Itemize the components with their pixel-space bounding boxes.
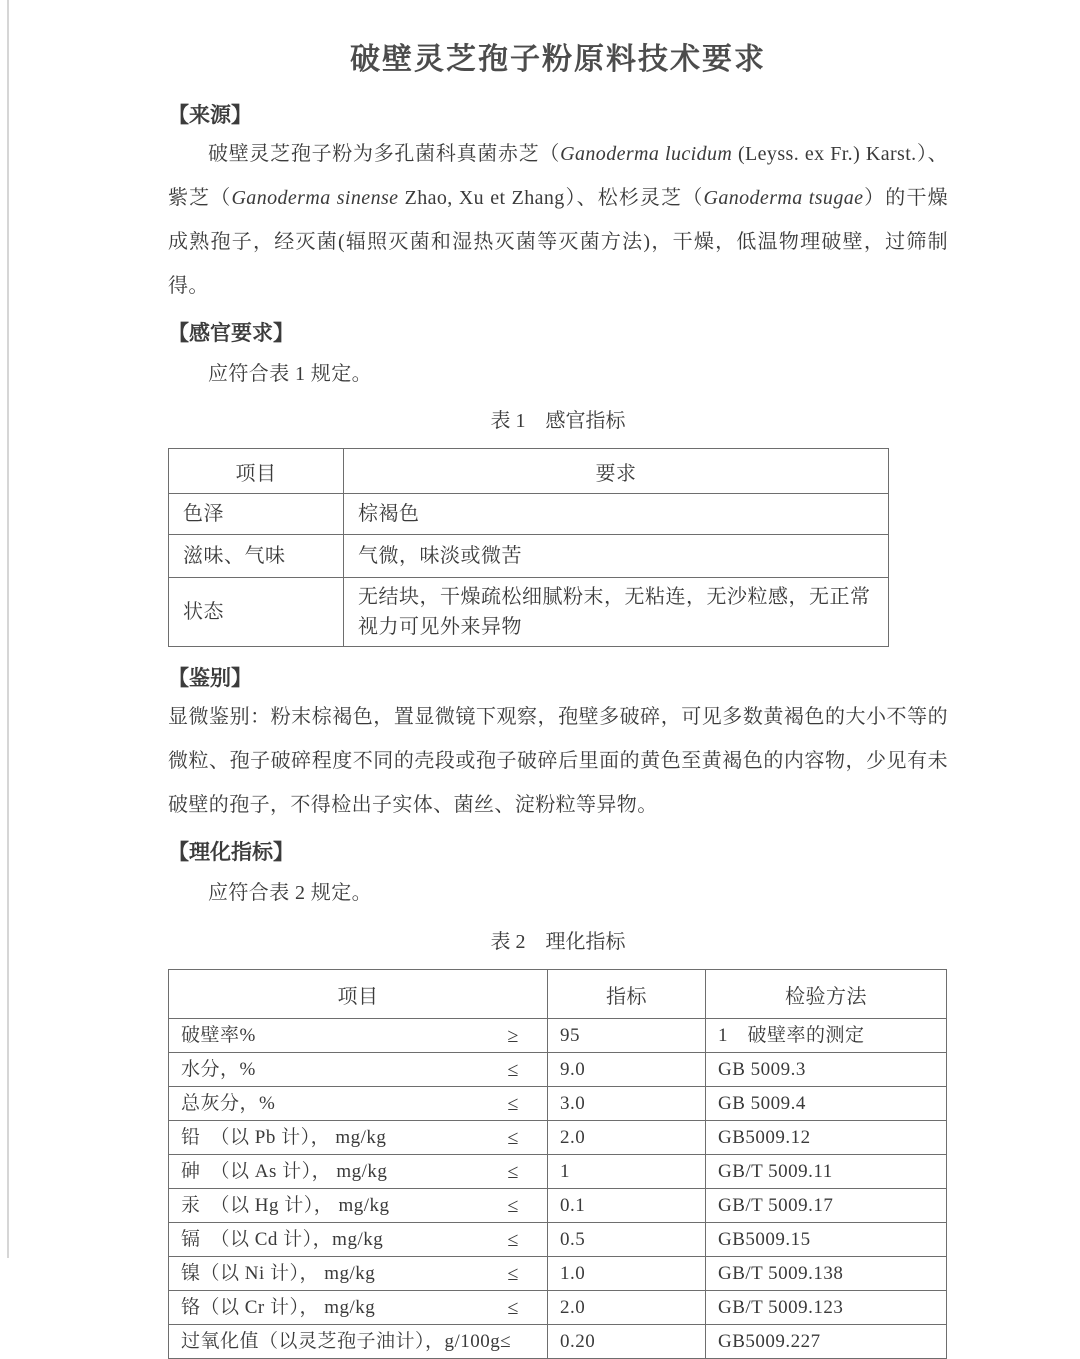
item-label: 汞 （以 Hg 计）， mg/kg: [181, 1194, 390, 1216]
table-cell-item: [169, 1291, 548, 1325]
table-cell-method: GB 5009.4: [706, 1087, 947, 1121]
table-cell-value: 1: [548, 1155, 706, 1189]
sensory-table-body: [169, 494, 889, 647]
table-cell-value: 95: [548, 1019, 706, 1053]
physchem-table-body: [169, 1019, 947, 1359]
table-row: [169, 1019, 947, 1053]
table-cell-method: GB5009.227: [706, 1325, 947, 1359]
section-heading-identification: 【鉴别】: [168, 666, 252, 690]
table-row: [169, 1325, 947, 1359]
scan-page-edge-line: [7, 0, 9, 1258]
table1-header-item: 项目: [169, 449, 344, 494]
source-seg-4: Zhao, Xu et Zhang）、松杉灵芝（: [398, 187, 704, 209]
comparison-operator: ≤: [507, 1194, 519, 1217]
identification-paragraph: 显微鉴别：粉末棕褐色，置显微镜下观察，孢壁多破碎，可见多数黄褐色的大小不等的微粒、孢子破碎程度不同的壳段或孢子破碎后里面的黄色至黄褐色的内容物，少见有未破壁的孢子，不得检出子实体、菌丝、淀粉粒等异物。: [168, 706, 948, 816]
table-cell-requirement: 棕褐色: [344, 494, 889, 535]
comparison-operator: ≤: [507, 1092, 519, 1115]
table-cell-method: 1 破壁率的测定: [706, 1019, 947, 1053]
table1-header-requirement: 要求: [344, 449, 889, 494]
table-row: [169, 1189, 947, 1223]
table-cell-value: 1.0: [548, 1257, 706, 1291]
comparison-operator: ≤: [507, 1262, 519, 1285]
table-cell-item: [169, 1053, 548, 1087]
table-row: [169, 1257, 947, 1291]
comparison-operator: ≤: [507, 1160, 519, 1183]
source-seg-2: (Leyss. ex Fr.) Karst.）、紫芝（: [168, 143, 949, 209]
table-cell-item: 滋味、气味: [169, 535, 344, 578]
table1-caption: 表 1 感官指标: [490, 410, 626, 432]
section-heading-sensory: 【感官要求】: [168, 321, 294, 345]
table-cell-requirement: 无结块，干燥疏松细腻粉末，无粘连，无沙粒感，无正常视力可见外来异物: [344, 578, 889, 647]
comparison-operator: ≤: [507, 1296, 519, 1319]
comparison-operator: ≤: [507, 1058, 519, 1081]
section-heading-physchem: 【理化指标】: [168, 840, 294, 864]
table-cell-method: GB/T 5009.138: [706, 1257, 947, 1291]
source-seg-latin-1: Ganoderma lucidum: [560, 143, 733, 165]
table-cell-requirement: 气微，味淡或微苦: [344, 535, 889, 578]
table-header-row: [169, 449, 889, 494]
table-cell-value: 0.5: [548, 1223, 706, 1257]
source-paragraph: [168, 132, 948, 308]
table2-header-method: 检验方法: [706, 970, 947, 1019]
table-cell-item: [169, 1155, 548, 1189]
table-cell-method: GB/T 5009.11: [706, 1155, 947, 1189]
table-cell-method: GB 5009.3: [706, 1053, 947, 1087]
table-row: [169, 1223, 947, 1257]
comparison-operator: ≤: [507, 1126, 519, 1149]
item-label: 砷 （以 As 计）， mg/kg: [181, 1160, 388, 1182]
table-row: [169, 1053, 947, 1087]
table-cell-value: 0.20: [548, 1325, 706, 1359]
physchem-table-head: [169, 970, 947, 1019]
sensory-table-head: [169, 449, 889, 494]
table-row: [169, 494, 889, 535]
table-cell-value: 2.0: [548, 1291, 706, 1325]
table-cell-item: [169, 1019, 548, 1053]
item-label: 镍（以 Ni 计）， mg/kg: [181, 1262, 376, 1284]
table-cell-method: GB5009.12: [706, 1121, 947, 1155]
table-row: [169, 578, 889, 647]
section-heading-source: 【来源】: [168, 103, 252, 127]
comparison-operator: ≥: [507, 1024, 519, 1047]
document-content: [168, 0, 948, 1359]
table-cell-item: [169, 1121, 548, 1155]
physchem-intro: 应符合表 2 规定。: [208, 882, 372, 904]
table-header-row: [169, 970, 947, 1019]
table-row: [169, 1155, 947, 1189]
table-cell-method: GB5009.15: [706, 1223, 947, 1257]
source-seg-latin-3: Ganoderma sinense: [231, 187, 399, 209]
table-row: [169, 1087, 947, 1121]
sensory-table: [168, 448, 889, 647]
table2-header-index: 指标: [548, 970, 706, 1019]
item-label: 水分，%: [181, 1058, 256, 1080]
table-cell-item: [169, 1223, 548, 1257]
table-cell-item: [169, 1257, 548, 1291]
table-row: [169, 1291, 947, 1325]
table-cell-value: 3.0: [548, 1087, 706, 1121]
table-cell-method: GB/T 5009.123: [706, 1291, 947, 1325]
table2-caption: 表 2 理化指标: [490, 931, 626, 953]
table-cell-value: 9.0: [548, 1053, 706, 1087]
table-cell-value: 2.0: [548, 1121, 706, 1155]
table-row: [169, 1121, 947, 1155]
source-seg-0: 破壁灵芝孢子粉为多孔菌科真菌赤芝（: [208, 143, 561, 165]
table-cell-value: 0.1: [548, 1189, 706, 1223]
table-cell-item: 状态: [169, 578, 344, 647]
item-label: 铅 （以 Pb 计）， mg/kg: [181, 1126, 387, 1148]
table-cell-item: [169, 1325, 548, 1359]
table-cell-item: 色泽: [169, 494, 344, 535]
item-label: 镉 （以 Cd 计），mg/kg: [181, 1228, 384, 1250]
table2-header-item: 项目: [169, 970, 548, 1019]
table-cell-method: GB/T 5009.17: [706, 1189, 947, 1223]
table-cell-item: [169, 1189, 548, 1223]
item-label: 过氧化值（以灵芝孢子油计），g/100g≤: [181, 1330, 512, 1352]
source-seg-latin-5: Ganoderma tsugae: [703, 187, 864, 209]
table-cell-item: [169, 1087, 548, 1121]
physchem-table: [168, 969, 947, 1359]
table-row: [169, 535, 889, 578]
item-label: 破壁率%: [181, 1024, 256, 1046]
source-seg-6: ）的干燥成熟孢子，经灭菌(辐照灭菌和湿热灭菌等灭菌方法)，干燥，低温物理破壁，过筛制得。: [168, 187, 948, 297]
item-label: 总灰分，%: [181, 1092, 276, 1114]
page-title: 破壁灵芝孢子粉原料技术要求: [350, 43, 766, 76]
comparison-operator: ≤: [507, 1228, 519, 1251]
item-label: 铬（以 Cr 计）， mg/kg: [181, 1296, 376, 1318]
sensory-intro: 应符合表 1 规定。: [208, 363, 372, 385]
